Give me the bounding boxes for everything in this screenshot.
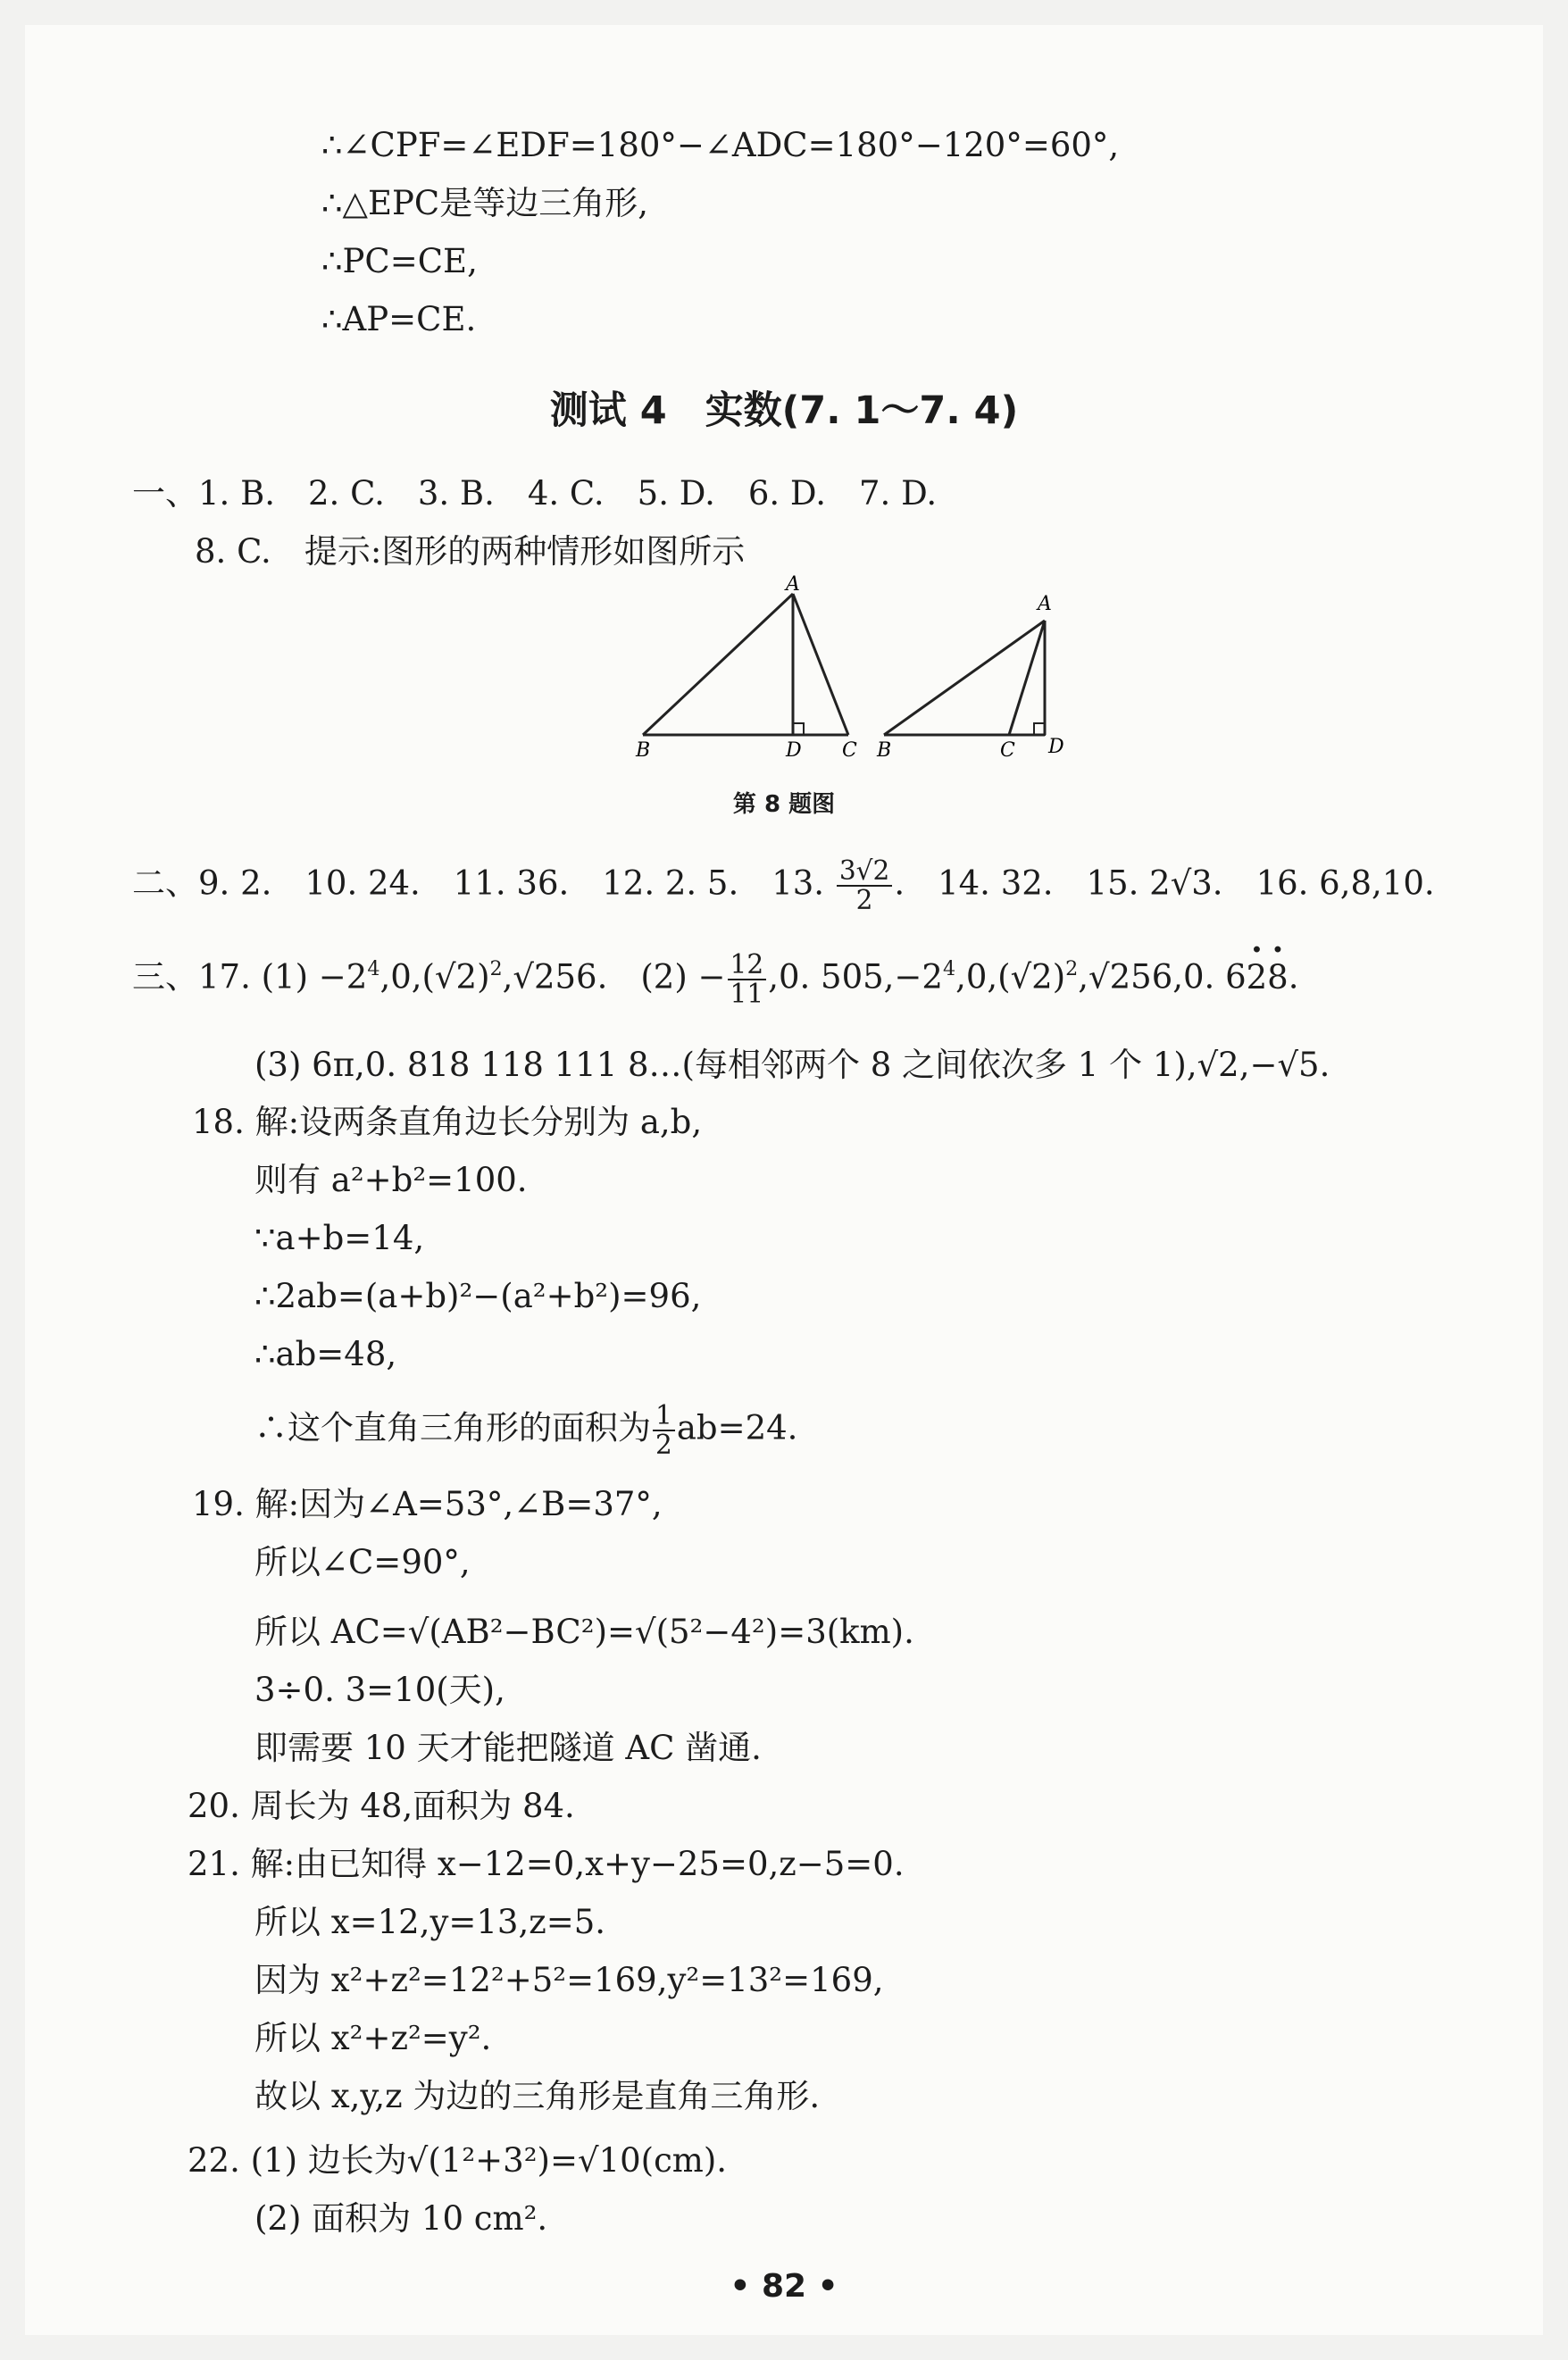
q17-text: ,0,(√2) xyxy=(955,957,1066,997)
figure-caption: 第 8 题图 xyxy=(732,791,836,818)
q17-text: ,0. 505,−2 xyxy=(768,957,943,997)
left-triangle xyxy=(635,573,857,762)
q21-line-2: 所以 x=12,y=13,z=5. xyxy=(254,1903,606,1941)
fraction-numerator: 1 xyxy=(653,1402,675,1431)
part1-marker: 一、 xyxy=(132,474,198,513)
q18-text: ab=24. xyxy=(676,1408,798,1447)
left-label-b: B xyxy=(636,739,651,762)
q18-fraction xyxy=(653,1402,675,1459)
q18-line-4: ∴2ab=(a+b)²−(a²+b²)=96, xyxy=(254,1277,702,1315)
right-triangle xyxy=(876,593,1064,762)
q17-text: ,0,(√2) xyxy=(379,957,490,997)
q18-line-6 xyxy=(254,1402,797,1459)
q18-line-5: ∴ab=48, xyxy=(254,1335,397,1373)
page-number: • 82 • xyxy=(730,2268,838,2305)
q19-line-2: 所以∠C=90°, xyxy=(254,1543,471,1581)
left-label-a: A xyxy=(786,573,800,596)
q17-text: ,√256. (2) − xyxy=(502,957,726,997)
proof-line-4: ∴AP=CE. xyxy=(321,300,477,338)
part1-line xyxy=(132,471,937,516)
left-label-c: C xyxy=(842,739,857,762)
part1-answers: 1. B. 2. C. 3. B. 4. C. 5. D. 6. D. 7. D. xyxy=(198,474,938,513)
fraction-numerator: 12 xyxy=(728,951,767,980)
proof-line-2: ∴△EPC是等边三角形, xyxy=(321,184,648,222)
question-8-figure xyxy=(625,573,1089,763)
q17-fraction xyxy=(728,951,767,1008)
q20-line: 20. 周长为 48,面积为 84. xyxy=(188,1787,575,1825)
proof-line-1: ∴∠CPF=∠EDF=180°−∠ADC=180°−120°=60°, xyxy=(321,126,1120,164)
q17-line-2: (3) 6π,0. 818 118 111 8…(每相邻两个 8 之间依次多 1 个 1),√2,−√5. xyxy=(254,1046,1330,1084)
left-label-d: D xyxy=(786,739,802,762)
fraction-denominator: 2 xyxy=(855,885,873,916)
q21-line-5: 故以 x,y,z 为边的三角形是直角三角形. xyxy=(254,2077,821,2115)
fraction-numerator: 3√2 xyxy=(837,857,893,887)
q17-text: . xyxy=(1288,957,1299,997)
q17-text: 三、17. (1) −2 xyxy=(132,957,368,997)
right-label-c: C xyxy=(1000,739,1015,762)
right-label-a: A xyxy=(1038,593,1052,615)
part2-line xyxy=(132,857,1435,914)
q21-line-3: 因为 x²+z²=12²+5²=169,y²=13²=169, xyxy=(254,1961,884,1999)
part2-answers-a: 9. 2. 10. 24. 11. 36. 12. 2. 5. 13. xyxy=(198,863,835,903)
section-title: 测试 4 实数(7. 1～7. 4) xyxy=(549,388,1019,433)
repeating-digit: · 8 xyxy=(1267,955,1289,1000)
q17-text: ,√256,0. 6 xyxy=(1078,957,1247,997)
q17-line-1: 三、17. $(1) -2^4,0,(√2)^2,√256$. (2) − $\frac{12}{11}$ ,0. $505,-2^4,0,(√2)^2,√256,0$. 6· 2· 8. xyxy=(132,951,1298,1008)
q19-line-4: 3÷0. 3=10(天), xyxy=(254,1671,505,1709)
q19-line-5: 即需要 10 天才能把隧道 AC 凿通. xyxy=(254,1729,762,1767)
part2-answers-b: . 14. 32. 15. 2√3. 16. 6,8,10. xyxy=(894,863,1435,903)
q18-line-2: 则有 a²+b²=100. xyxy=(254,1161,528,1199)
part1-item8: 8. C. 提示:图形的两种情形如图所示 xyxy=(195,532,746,571)
q22-line-2: (2) 面积为 10 cm². xyxy=(254,2199,548,2238)
fraction-denominator: 2 xyxy=(655,1430,672,1461)
fraction-denominator: 11 xyxy=(730,979,764,1010)
q19-line-3: 所以 AC=√(AB²−BC²)=√(5²−4²)=3(km). xyxy=(254,1613,914,1651)
right-label-d: D xyxy=(1048,736,1064,758)
part2-fraction xyxy=(837,857,893,914)
proof-line-3: ∴PC=CE, xyxy=(321,242,478,280)
q18-line-3: ∵a+b=14, xyxy=(254,1219,425,1257)
right-label-b: B xyxy=(877,739,892,762)
q18-line-1: 18. 解:设两条直角边长分别为 a,b, xyxy=(192,1103,703,1141)
part2-marker: 二、 xyxy=(132,863,198,903)
q18-text: ∴这个直角三角形的面积为 xyxy=(254,1408,651,1447)
q19-line-1: 19. 解:因为∠A=53°,∠B=37°, xyxy=(192,1485,663,1523)
q21-line-4: 所以 x²+z²=y². xyxy=(254,2019,492,2057)
q21-line-1: 21. 解:由已知得 x−12=0,x+y−25=0,z−5=0. xyxy=(188,1845,905,1883)
repeating-digit: · 2 xyxy=(1247,955,1268,1000)
q22-line-1: 22. (1) 边长为√(1²+3²)=√10(cm). xyxy=(188,2141,728,2180)
